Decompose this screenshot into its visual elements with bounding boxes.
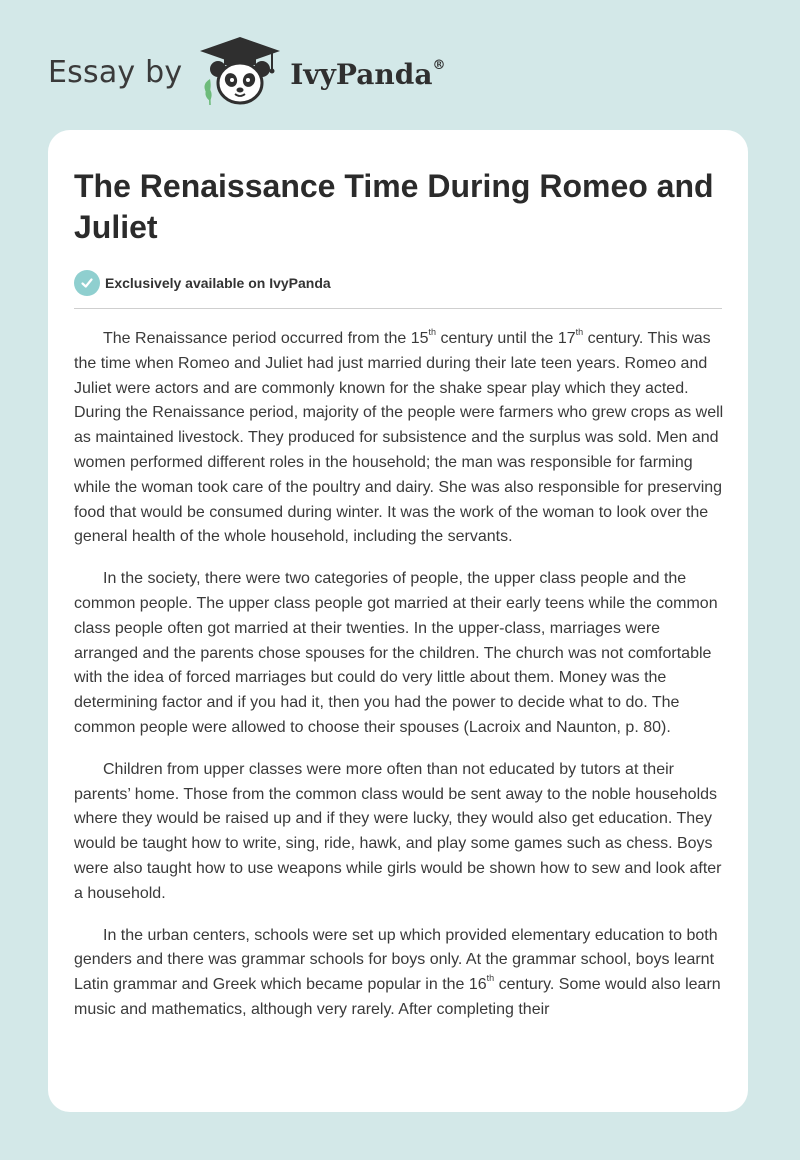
paragraph: In the urban centers, schools were set up which provided elementary education to both genders and there was grammar schools for boys only. At the grammar school, boys learnt Latin grammar and Greek which became popular in the 16th century. Some would also learn music and mathematics, although very rarely. After completing their (74, 926, 721, 1018)
paragraph: The Renaissance period occurred from the 15th century until the 17th century. This was the time when Romeo and Juliet had just married during their late teen years. Romeo and Juliet were actors and are commonly known for the shake spear play which they acted. During the Renaissance period, majority of the people were farmers who grew crops as well as maintained livestock. They produced for subsistence and the surplus was sold. Men and women performed different roles in the household; the man was responsible for farming while the woman took care of the poultry and dairy. She was also responsible for preserving food that would be consumed during winter. It was the work of the woman to look over the general health of the whole household, including the servants. (74, 326, 724, 546)
site-header (48, 36, 445, 108)
essay-card (48, 130, 748, 1112)
essay-by-label: Essay by (48, 54, 183, 90)
panda-graduate-icon (196, 35, 286, 109)
exclusive-notice (74, 270, 722, 296)
exclusive-label: Exclusively available on IvyPanda (105, 275, 331, 291)
ivypanda-logo[interactable] (196, 35, 445, 109)
divider (74, 308, 722, 309)
essay-body (74, 327, 722, 1023)
brand-name: IvyPanda® (290, 57, 446, 91)
essay-title: The Renaissance Time During Romeo and Juliet (74, 168, 714, 245)
paragraph: In the society, there were two categories of people, the upper class people and the common people. The upper class people got married at their early teens while the common class people often got married at their twenties. In the upper-class, marriages were arranged and the parents chose spouses for the children. The church was not comfortable with the idea of forced marriages but could do very little about them. Money was the determining factor and if you had it, then you had the power to decide what to do. The common people were allowed to choose their spouses (Lacroix and Naunton, p. 80). (74, 570, 718, 736)
checkmark-icon (74, 270, 100, 296)
trademark-symbol: ® (432, 58, 446, 74)
paragraph: Children from upper classes were more often than not educated by tutors at their parents’ home. Those from the common class would be sent away to the noble households where they would be raised up and if they were lucky, they would also get education. They would be taught how to write, sing, ride, hawk, and play some games such as chess. Boys were also taught how to use weapons while girls would be shown how to sew and look after a household. (74, 760, 722, 902)
